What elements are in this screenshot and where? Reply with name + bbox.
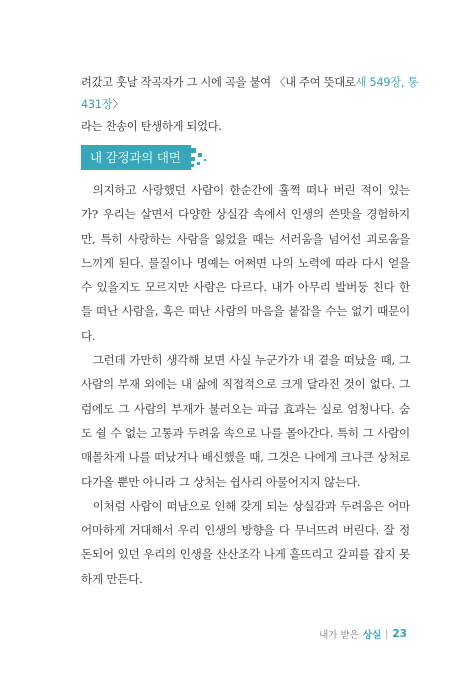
body-paragraph-3: 이처럼 사람이 떠남으로 인해 갖게 되는 상실감과 두려움은 어마어마하게 거대해서 우리 인생의 방향을 다 무너뜨려 버린다. 잘 정돈되어 있던 우리의 인생을 산산조각 나게 흩뜨리고 갈피를 잡지 못하게 만든다.	[81, 498, 410, 586]
page-number: 23	[392, 628, 407, 640]
section-heading	[81, 145, 213, 170]
body-paragraph-2: 그런데 가만히 생각해 보면 사실 누군가가 내 곁을 떠났을 때, 그 사람의 부재 외에는 내 삶에 직접적으로 크게 달라진 것이 없다. 그럼에도 그 사람의 부재가 불러오는 파급 효과는 실로 엄청나다. 숨도 쉴 수 없는 고통과 두려움 속으로 나를 몰아간다. 특히 그 사람이 매몰차게 나를 떠났거나 배신했을 때, 그것은 나에게 크나큰 상처로 다가올 뿐만 아니라 그 상처는 쉽사리 아물어지지 않는다.	[81, 353, 410, 489]
section-title: 내 감정과의 대면	[81, 145, 191, 170]
intro-line-2: 라는 찬송이 탄생하게 되었다.	[81, 120, 222, 133]
footer-keyword: 상실	[362, 630, 382, 641]
footer-separator: |	[385, 628, 389, 640]
page-footer	[319, 627, 407, 641]
intro-line-1	[81, 72, 421, 116]
body-text	[81, 178, 410, 591]
intro-line-1-text: 려갔고 훗날 작곡자가 그 시에 곡을 붙여 〈내 주여 뜻대로	[81, 76, 356, 89]
hymn-reference: 새 549장, 통 431장	[81, 76, 419, 111]
pixel-decoration-icon	[191, 145, 213, 170]
body-paragraph-1: 의지하고 사랑했던 사람이 한순간에 훌쩍 떠나 버린 적이 있는가? 우리는 살면서 다양한 상실감 속에서 인생의 쓴맛을 경험하지만, 특히 사랑하는 사람을 잃었을 때는 서러움을 넘어선 괴로움을 느끼게 된다. 물질이나 명예는 어쩌면 나의 노력에 따라 다시 얻을 수 있을지도 모르지만 사람은 다르다. 내가 아무리 발버둥 친다 한들 떠난 사람을, 혹은 떠난 사람의 마음을 붙잡을 수는 없기 때문이다.	[81, 183, 410, 343]
intro-paragraph	[81, 72, 421, 138]
footer-prefix: 내가 받은	[319, 630, 359, 641]
intro-line-1-end: 〉	[112, 98, 124, 111]
